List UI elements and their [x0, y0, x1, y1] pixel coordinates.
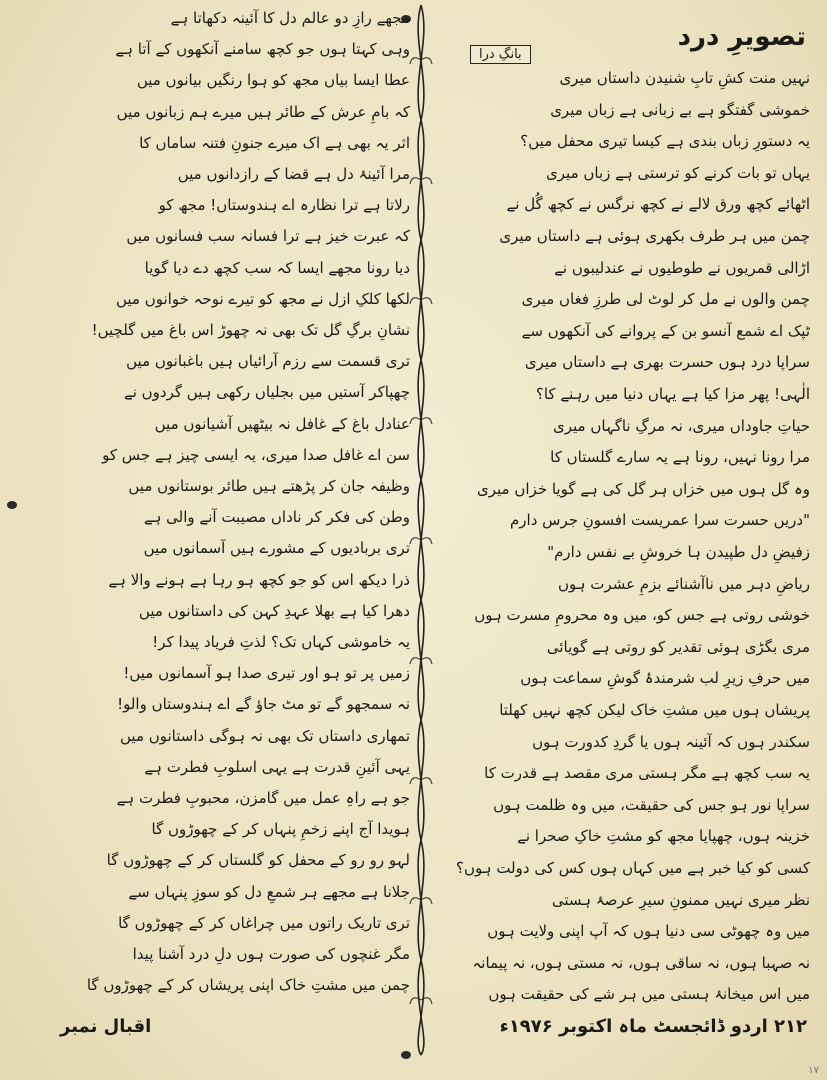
verse-line: الٰہی! پھر مزا کیا ہے یہاں دنیا میں رہنے کا؟	[535, 385, 810, 403]
verse-line: چمن میں مشتِ خاک اپنی پریشاں کر کے چھوڑوں گا	[86, 976, 410, 995]
left-column	[20, 0, 410, 1010]
corner-mark: ۱۷	[808, 1065, 819, 1076]
verse-line: تری قسمت سے رزم آرائیاں ہیں باغبانوں میں	[126, 352, 410, 371]
verse-line: اڑالی قمریوں نے طوطیوں نے عندلیبوں نے	[554, 258, 810, 277]
footer-issue-title: اقبال نمبر	[60, 1016, 152, 1037]
verse-line: نہ سمجھو گے تو مٹ جاؤ گے اے ہندوستاں والو!	[117, 695, 410, 714]
verse-line: وطن کی فکر کر ناداں مصیبت آنے والی ہے	[143, 508, 410, 527]
verse-line: نشانِ برگِ گل تک بھی نہ چھوڑ اس باغ میں گلچیں!	[91, 321, 410, 339]
verse-line: اثر یہ بھی ہے اک میرے جنونِ فتنہ ساماں کا	[139, 133, 410, 152]
verse-line: وہ گل ہوں میں خزاں ہر گل کی ہے گویا خزاں میری	[477, 479, 810, 498]
verse-line: نہیں منت کشِ تابِ شنیدن داستاں میری	[559, 69, 810, 87]
verse-line: میں حرفِ زیرِ لب شرمندۂ گوشِ سماعت ہوں	[520, 669, 810, 688]
vine-divider	[407, 0, 435, 1060]
verse-line: میں اس میخانۂ ہستی میں ہر شے کی حقیقت ہوں	[488, 985, 810, 1004]
verse-line: جو ہے راہِ عمل میں گامزن، محبوبِ فطرت ہے	[116, 789, 410, 807]
verse-line: کسی کو کیا خبر ہے میں کہاں ہوں کس کی دولت ہوں؟	[456, 859, 810, 877]
verse-line: خموشی گفتگو ہے بے زبانی ہے زباں میری	[550, 100, 810, 119]
verse-line: ہویدا آج اپنے زخمِ پنہاں کر کے چھوڑوں گا	[151, 820, 410, 839]
verse-line: سراپا نور ہو جس کی حقیقت، میں وہ ظلمت ہوں	[493, 795, 810, 814]
verse-line: نہ صہبا ہوں، نہ ساقی ہوں، نہ مستی ہوں، نہ پیمانہ	[472, 953, 810, 972]
verse-line: رلاتا ہے ترا نظارہ اے ہندوستاں! مجھ کو	[158, 196, 410, 215]
verse-line: عطا ایسا بیاں مجھ کو ہوا رنگیں بیانوں میں	[136, 71, 410, 90]
verse-line: مرا آئینۂ دل ہے قضا کے رازدانوں میں	[177, 165, 410, 183]
verse-line: ٹپک اے شمع آنسو بن کے پروانے کی آنکھوں سے	[521, 321, 810, 340]
verse-line: کہ عبرت خیز ہے ترا فسانہ سب فسانوں میں	[126, 227, 410, 246]
verse-line: یہ دستورِ زباں بندی ہے کیسا تیری محفل میں؟	[520, 132, 810, 151]
verse-line: چمن میں ہر طرف بکھری ہوئی ہے داستاں میری	[499, 227, 810, 245]
verse-line: پریشاں ہوں میں مشتِ خاک لیکن کچھ نہیں کھلتا	[499, 701, 810, 719]
right-column	[440, 0, 820, 1010]
verse-line: تری تاریک راتوں میں چراغاں کر کے چھوڑوں گا	[118, 913, 410, 932]
verse-line: مری بگڑی ہوئی تقدیر کو روتی ہے گویائی	[546, 637, 810, 656]
verse-line: دھرا کیا ہے بھلا عہدِ کہن کی داستانوں میں	[138, 601, 410, 620]
verse-line: تمھاری داستاں تک بھی نہ ہوگی داستانوں میں	[120, 726, 410, 745]
verse-line: نظر میری نہیں ممنونِ سیرِ عرصۂ ہستی	[551, 890, 810, 909]
verse-line: ریاضِ دہر میں ناآشنائے بزمِ عشرت ہوں	[557, 574, 810, 593]
verse-line: زمیں پر تو ہو اور تیری صدا ہو آسمانوں میں!	[123, 664, 410, 683]
page-title: تصویرِ درد	[677, 22, 806, 52]
verse-line: لہو رو رو کے محفل کو گلستاں کر کے چھوڑوں گا	[106, 851, 410, 870]
verse-line: اٹھائے کچھ ورق لالے نے کچھ نرگس نے کچھ گُل نے	[506, 195, 810, 214]
verse-line: مرا رونا نہیں، رونا ہے یہ سارے گلستاں کا	[550, 448, 810, 467]
verse-line: سکندر ہوں کہ آئینہ ہوں یا گردِ کدورت ہوں	[532, 732, 810, 751]
punch-hole-mid	[6, 500, 18, 510]
verse-line: مگر غنچوں کی صورت ہوں دلِ درد آشنا پیدا	[132, 945, 410, 963]
verse-line: میں وہ چھوٹی سی دنیا ہوں کہ آپ اپنی ولایت ہوں	[487, 922, 810, 941]
verse-line: یہی آئینِ قدرت ہے یہی اسلوبِ فطرت ہے	[144, 757, 410, 776]
verse-line: تری بربادیوں کے مشورے ہیں آسمانوں میں	[143, 539, 410, 558]
source-badge: بانگِ درا	[470, 45, 531, 64]
verse-line: یہ خاموشی کہاں تک؟ لذتِ فریاد پیدا کر!	[152, 633, 410, 651]
footer-page-info: ۲۱۲ اردو ڈائجسٹ ماہ اکتوبر ۱۹۷۶ء	[499, 1016, 807, 1037]
verse-line: چھپاکر آستیں میں بجلیاں رکھی ہیں گردوں نے	[123, 383, 410, 402]
verse-line: خوشی روتی ہے جس کو، میں وہ محرومِ مسرت ہوں	[474, 606, 810, 625]
verse-line: "دریں حسرت سرا عمریست افسونِ جرس دارم	[510, 511, 810, 530]
verse-line: یہاں تو بات کرنے کو ترستی ہے زباں میری	[546, 163, 810, 182]
verse-line: خزینہ ہوں، چھپایا مجھ کو مشتِ خاکِ صحرا نے	[517, 827, 810, 846]
verse-line: زفیضِ دل طپیدن ہا خروشِ بے نفس دارم"	[547, 543, 810, 561]
verse-line: حیاتِ جاوداں میری، نہ مرگِ ناگہاں میری	[552, 416, 810, 435]
verse-line: دیا رونا مجھے ایسا کہ سب کچھ دے دیا گویا	[144, 258, 410, 277]
verse-line: وہی کہتا ہوں جو کچھ سامنے آنکھوں کے آتا ہے	[115, 40, 410, 59]
verse-line: عنادل باغ کے غافل نہ بیٹھیں آشیانوں میں	[154, 414, 410, 433]
verse-line: ذرا دیکھ اس کو جو کچھ ہو رہا ہے ہونے والا ہے	[108, 570, 410, 589]
verse-line: سن اے غافل صدا میری، یہ ایسی چیز ہے جس کو	[102, 445, 410, 464]
verse-line: لکھا کلکِ ازل نے مجھ کو تیرے نوحہ خوانوں میں	[115, 289, 410, 308]
verse-line: مجھے رازِ دو عالم دل کا آئینہ دکھاتا ہے	[170, 9, 410, 27]
verse-line: چمن والوں نے مل کر لوٹ لی طرزِ فغاں میری	[521, 290, 810, 309]
verse-line: کہ بامِ عرش کے طائر ہیں میرے ہم زبانوں میں	[116, 102, 410, 121]
verse-line: وظیفہ جان کر پڑھتے ہیں طائر بوستانوں میں	[128, 477, 410, 495]
verse-line: سراپا درد ہوں حسرت بھری ہے داستاں میری	[524, 353, 810, 372]
verse-line: یہ سب کچھ ہے مگر ہستی مری مقصد ہے قدرت کا	[484, 764, 810, 783]
verse-line: جلانا ہے مجھے ہر شمعِ دل کو سوزِ پنہاں سے	[128, 882, 410, 901]
